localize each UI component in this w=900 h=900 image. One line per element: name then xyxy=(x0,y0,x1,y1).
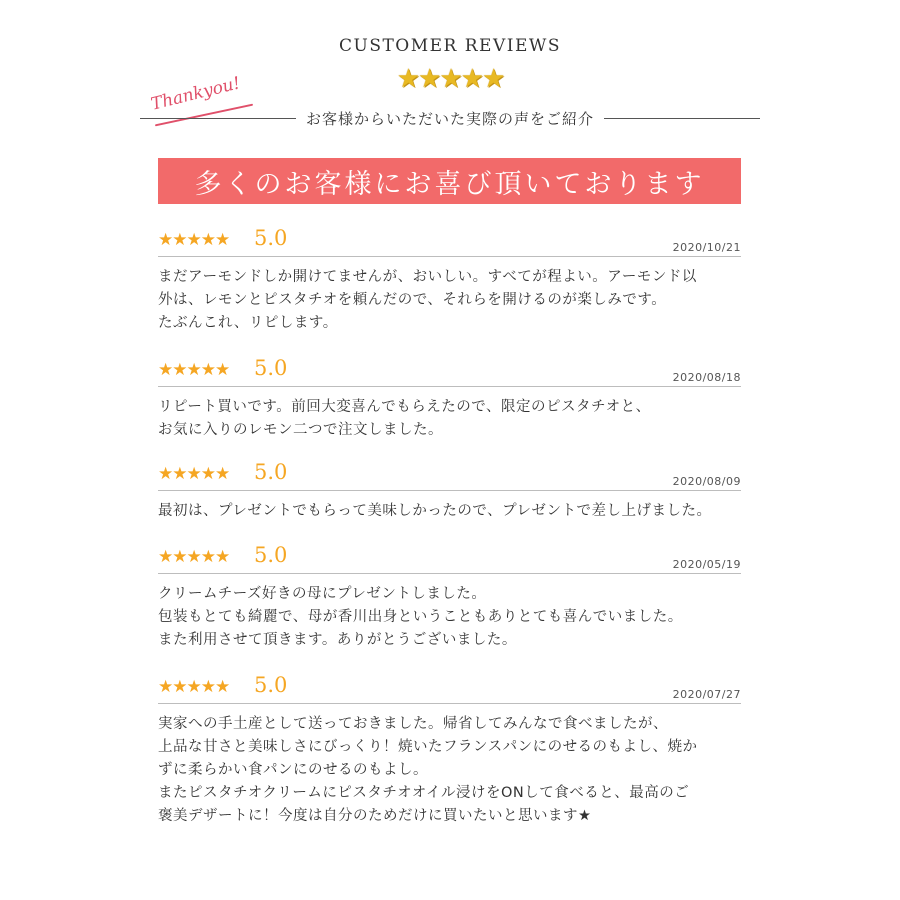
review-line: ずに柔らかい食パンにのせるのもよし。 xyxy=(158,762,428,778)
review-line: たぶんこれ、リピします。 xyxy=(158,315,338,331)
review-item xyxy=(158,460,741,523)
review-header xyxy=(158,226,741,257)
review-line: 褒美デザートに！今度は自分のためだけに買いたいと思います★ xyxy=(158,808,592,824)
review-header xyxy=(158,356,741,387)
review-header xyxy=(158,460,741,491)
review-item xyxy=(158,543,741,652)
review-line: リピート買いです。前回大変喜んでもらえたので、限定のピスタチオと、 xyxy=(158,399,651,415)
review-item xyxy=(158,673,741,828)
review-body xyxy=(158,491,741,523)
subtitle-line-left xyxy=(140,118,296,119)
review-line: クリームチーズ好きの母にプレゼントしました。 xyxy=(158,586,487,602)
review-line: 外は、レモンとピスタチオを頼んだので、それらを開けるのが楽しみです。 xyxy=(158,292,667,308)
review-date: 2020/07/27 xyxy=(672,688,741,701)
review-item xyxy=(158,226,741,335)
review-body xyxy=(158,704,741,828)
review-date: 2020/05/19 xyxy=(672,558,741,571)
review-date: 2020/08/09 xyxy=(672,475,741,488)
subtitle-line-right xyxy=(604,118,760,119)
review-item xyxy=(158,356,741,442)
review-list xyxy=(158,226,741,828)
review-line: またピスタチオクリームにピスタチオオイル浸けをONして食べると、最高のご xyxy=(158,785,690,801)
review-header xyxy=(158,673,741,704)
rating-stars-icon: ★★★★★ xyxy=(158,230,230,250)
rating-stars-icon: ★★★★★ xyxy=(158,677,230,697)
review-line: 上品な甘さと美味しさにびっくり！焼いたフランスパンにのせるのもよし、焼か xyxy=(158,739,698,755)
rating-score: 5.0 xyxy=(254,226,288,250)
review-line: 包装もとても綺麗で、母が香川出身ということもありとても喜んでいました。 xyxy=(158,609,683,625)
rating-stars-icon: ★★★★★ xyxy=(158,547,230,567)
review-line: まだアーモンドしか開けてませんが、おいしい。すべてが程よい。アーモンド以 xyxy=(158,269,697,285)
subtitle-text: お客様からいただいた実際の声をご紹介 xyxy=(306,109,595,128)
review-body xyxy=(158,257,741,335)
subtitle-row xyxy=(140,106,760,130)
review-header xyxy=(158,543,741,574)
review-line: 最初は、プレゼントでもらって美味しかったので、プレゼントで差し上げました。 xyxy=(158,503,712,519)
rating-score: 5.0 xyxy=(254,543,288,567)
review-body xyxy=(158,387,741,442)
review-date: 2020/08/18 xyxy=(672,371,741,384)
rating-score: 5.0 xyxy=(254,356,288,380)
rating-score: 5.0 xyxy=(254,460,288,484)
review-line: また利用させて頂きます。ありがとうございました。 xyxy=(158,632,517,648)
review-date: 2020/10/21 xyxy=(672,241,741,254)
header-stars-icon: ★★★★★ xyxy=(396,64,504,94)
rating-score: 5.0 xyxy=(254,673,288,697)
banner: 多くのお客様にお喜び頂いております xyxy=(158,158,741,204)
thankyou-logo: Thankyou! xyxy=(148,73,243,115)
review-line: お気に入りのレモン二つで注文しました。 xyxy=(158,422,443,438)
review-body xyxy=(158,574,741,652)
rating-stars-icon: ★★★★★ xyxy=(158,464,230,484)
page-title: CUSTOMER REVIEWS xyxy=(338,36,561,56)
rating-stars-icon: ★★★★★ xyxy=(158,360,230,380)
review-line: 実家への手土産として送っておきました。帰省してみんなで食べましたが、 xyxy=(158,716,668,732)
